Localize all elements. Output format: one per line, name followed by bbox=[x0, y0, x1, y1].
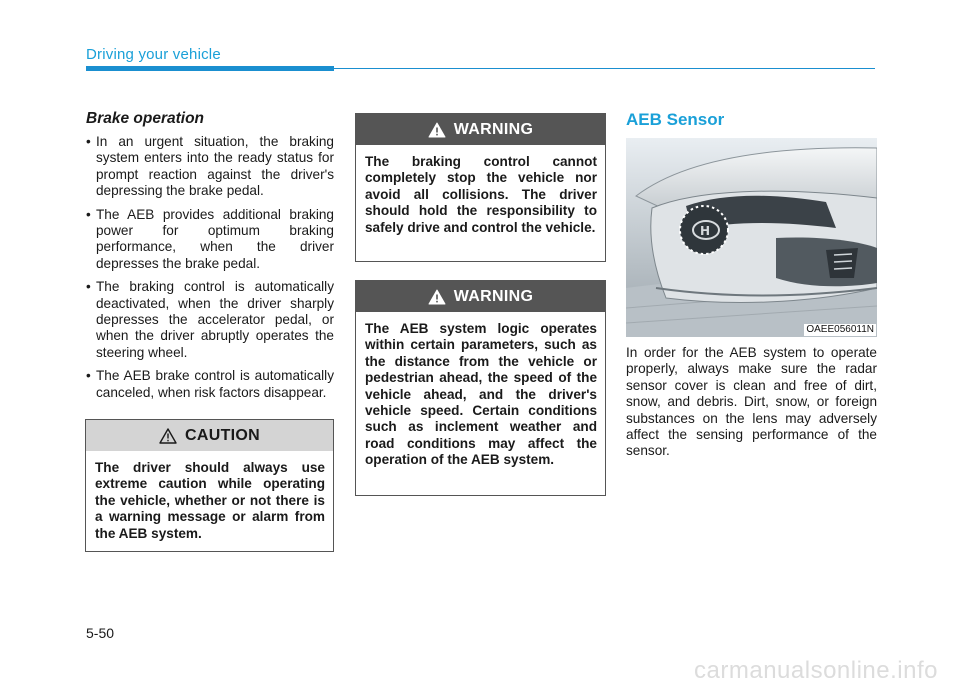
warning-label: WARNING bbox=[453, 287, 534, 305]
brake-operation-section bbox=[86, 110, 334, 408]
aeb-sensor-title: AEB Sensor bbox=[626, 110, 725, 129]
warning-triangle-icon bbox=[428, 122, 446, 138]
list-item: • The AEB provides additional braking power for optimum braking performance, when the driver depresses the brake pedal. bbox=[86, 206, 334, 271]
bullet-text: The AEB brake control is automatically canceled, when risk factors disappear. bbox=[96, 368, 334, 400]
warning-triangle-icon bbox=[428, 289, 446, 305]
warning-text: The braking control cannot completely stop the vehicle nor avoid all collisions. The driver should hold the responsibility to safely drive and control the vehicle. bbox=[365, 154, 597, 235]
bullet-text: In an urgent situation, the braking system enters into the ready status for prompt reaction against the driver's depressing the brake pedal. bbox=[96, 134, 334, 199]
warning-bar bbox=[356, 281, 605, 312]
image-caption: OAEE056011N bbox=[806, 324, 874, 335]
caution-triangle-icon bbox=[159, 428, 177, 444]
section-header: Driving your vehicle bbox=[86, 46, 221, 63]
svg-text:H: H bbox=[700, 224, 711, 238]
warning-bar bbox=[356, 114, 605, 145]
caution-text: The driver should always use extreme caution while operating the vehicle, whether or not there is a warning message or alarm from the AEB system. bbox=[95, 460, 325, 541]
watermark: carmanualsonline.info bbox=[694, 657, 938, 684]
aeb-sensor-text: In order for the AEB system to operate properly, always make sure the radar sensor cover is clean and free of dirt, snow, and debris. Dirt, snow, or foreign substances on the lens may adversely affect the sensing performance of the sensor. bbox=[626, 345, 877, 459]
warning-box-2 bbox=[355, 280, 606, 496]
bullet-text: The AEB provides additional braking power for optimum braking performance, when the driver depresses the brake pedal. bbox=[96, 206, 334, 271]
warning-box-1 bbox=[355, 113, 606, 262]
caution-bar bbox=[86, 420, 333, 451]
header-accent-bar bbox=[86, 66, 334, 71]
list-item: • In an urgent situation, the braking system enters into the ready status for prompt reaction against the driver's depressing the brake pedal. bbox=[86, 134, 334, 199]
list-item: • The AEB brake control is automatically canceled, when risk factors disappear. bbox=[86, 368, 334, 400]
warning-text: The AEB system logic operates within certain parameters, such as the distance from the vehicle or pedestrian ahead, the speed of the vehicle ahead, and the driver's vehicle speed. Certain conditions such as inclement weather and road conditions may affect the operation of the AEB system. bbox=[365, 321, 597, 468]
header-rule bbox=[334, 68, 875, 69]
car-front-illustration bbox=[626, 138, 877, 337]
brake-operation-title: Brake operation bbox=[86, 110, 205, 127]
aeb-sensor-image bbox=[626, 138, 877, 337]
warning-label: WARNING bbox=[453, 120, 534, 138]
caution-label: CAUTION bbox=[185, 426, 260, 444]
list-item: • The braking control is automatically deactivated, when the driver sharply depresses the accelerator pedal, or when the driver abruptly operates the steering wheel. bbox=[86, 279, 334, 360]
brake-operation-list bbox=[86, 134, 334, 401]
page-number: 5-50 bbox=[86, 625, 115, 641]
caution-box bbox=[85, 419, 334, 552]
bullet-text: The braking control is automatically deactivated, when the driver sharply depresses the accelerator pedal, or when the driver abruptly operates the steering wheel. bbox=[96, 279, 334, 360]
